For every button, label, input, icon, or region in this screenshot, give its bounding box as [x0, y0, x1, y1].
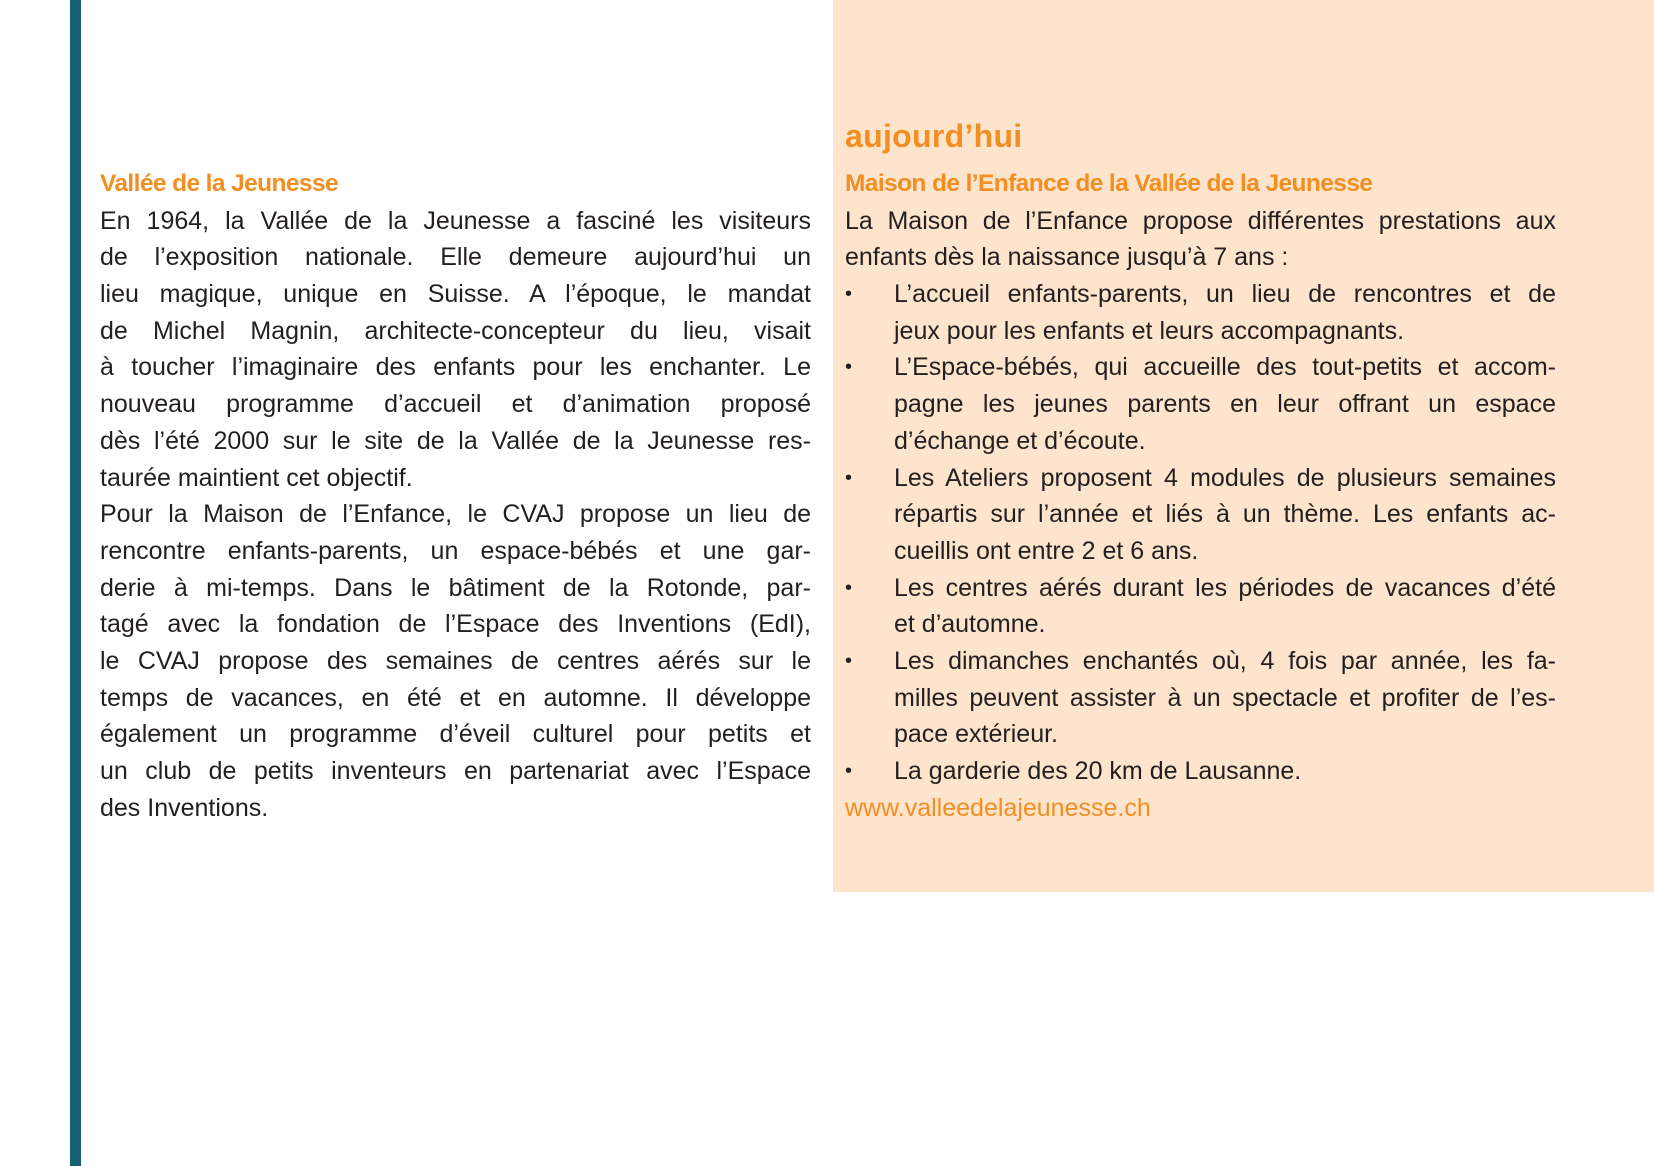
services-list [845, 276, 1556, 790]
bullet-icon: • [845, 283, 853, 306]
text-line: En 1964, la Vallée de la Jeunesse a fasciné les visiteurs [100, 206, 811, 235]
text-line: dès l’été 2000 sur le site de la Vallée de la Jeunesse res- [100, 426, 811, 455]
text-line: nouveau programme d’accueil et d’animation proposé [100, 390, 811, 419]
text-line: cueillis ont entre 2 et 6 ans. [894, 536, 1199, 565]
list-item [845, 643, 1556, 753]
text-line: enfants dès la naissance jusqu’à 7 ans : [845, 243, 1289, 272]
text-line: Pour la Maison de l’Enfance, le CVAJ propose un lieu de [100, 500, 811, 529]
bullet-icon: • [845, 466, 853, 489]
left-paragraph-2 [100, 496, 811, 826]
website-link[interactable]: www.valleedelajeunesse.ch [845, 793, 1151, 822]
text-line: Les Ateliers proposent 4 modules de plusieurs semaines [894, 463, 1556, 492]
text-line: et d’automne. [894, 610, 1046, 639]
text-line: La garderie des 20 km de Lausanne. [894, 757, 1302, 785]
text-line: de l’exposition nationale. Elle demeure aujourd’hui un [100, 243, 811, 272]
right-intro [845, 203, 1556, 276]
right-heading: Maison de l’Enfance de la Vallée de la Jeunesse [845, 170, 1373, 197]
bullet-icon: • [845, 576, 853, 599]
text-line: un club de petits inventeurs en partenariat avec l’Espace [100, 757, 811, 785]
text-line: tagé avec la fondation de l’Espace des Inventions (EdI), [100, 610, 811, 639]
text-line: répartis sur l’année et liés à un thème. Les enfants ac- [894, 500, 1556, 529]
today-title: aujourd’hui [845, 118, 1023, 154]
text-line: derie à mi-temps. Dans le bâtiment de la Rotonde, par- [100, 573, 811, 602]
text-line: de Michel Magnin, architecte-concepteur du lieu, visait [100, 316, 811, 345]
list-item [845, 276, 1556, 349]
bullet-icon: • [845, 649, 853, 672]
left-heading: Vallée de la Jeunesse [100, 170, 339, 197]
text-line: La Maison de l’Enfance propose différentes prestations aux [845, 206, 1556, 235]
text-line: jeux pour les enfants et leurs accompagnants. [894, 316, 1405, 345]
text-line: également un programme d’éveil culturel pour petits et [100, 720, 811, 749]
right-column [845, 166, 1556, 826]
bullet-icon: • [845, 760, 853, 782]
text-line: rencontre enfants-parents, un espace-bébés et une gar- [100, 536, 811, 565]
text-line: L’accueil enfants-parents, un lieu de rencontres et de [894, 280, 1556, 309]
text-line: des Inventions. [100, 793, 269, 822]
text-line: lieu magique, unique en Suisse. A l’époque, le mandat [100, 280, 811, 309]
list-item [845, 460, 1556, 570]
left-column [100, 166, 811, 826]
text-line: L’Espace-bébés, qui accueille des tout-petits et accom- [894, 353, 1556, 382]
text-line: Les dimanches enchantés où, 4 fois par année, les fa- [894, 646, 1556, 675]
text-line: taurée maintient cet objectif. [100, 463, 413, 492]
text-line: milles peuvent assister à un spectacle et profiter de l’es- [894, 683, 1556, 712]
text-line: d’échange et d’écoute. [894, 426, 1146, 455]
bullet-icon: • [845, 356, 853, 379]
text-line: temps de vacances, en été et en automne. Il développe [100, 683, 811, 712]
list-item [845, 349, 1556, 459]
side-accent-bar [70, 0, 81, 1166]
text-line: pagne les jeunes parents en leur offrant un espace [894, 390, 1556, 419]
list-item [845, 570, 1556, 643]
list-item [845, 753, 1556, 790]
left-paragraph-1 [100, 203, 811, 497]
text-line: pace extérieur. [894, 720, 1058, 749]
text-line: le CVAJ propose des semaines de centres aérés sur le [100, 646, 811, 675]
text-line: Les centres aérés durant les périodes de vacances d’été [894, 573, 1556, 602]
text-line: à toucher l’imaginaire des enfants pour les enchanter. Le [100, 353, 811, 382]
